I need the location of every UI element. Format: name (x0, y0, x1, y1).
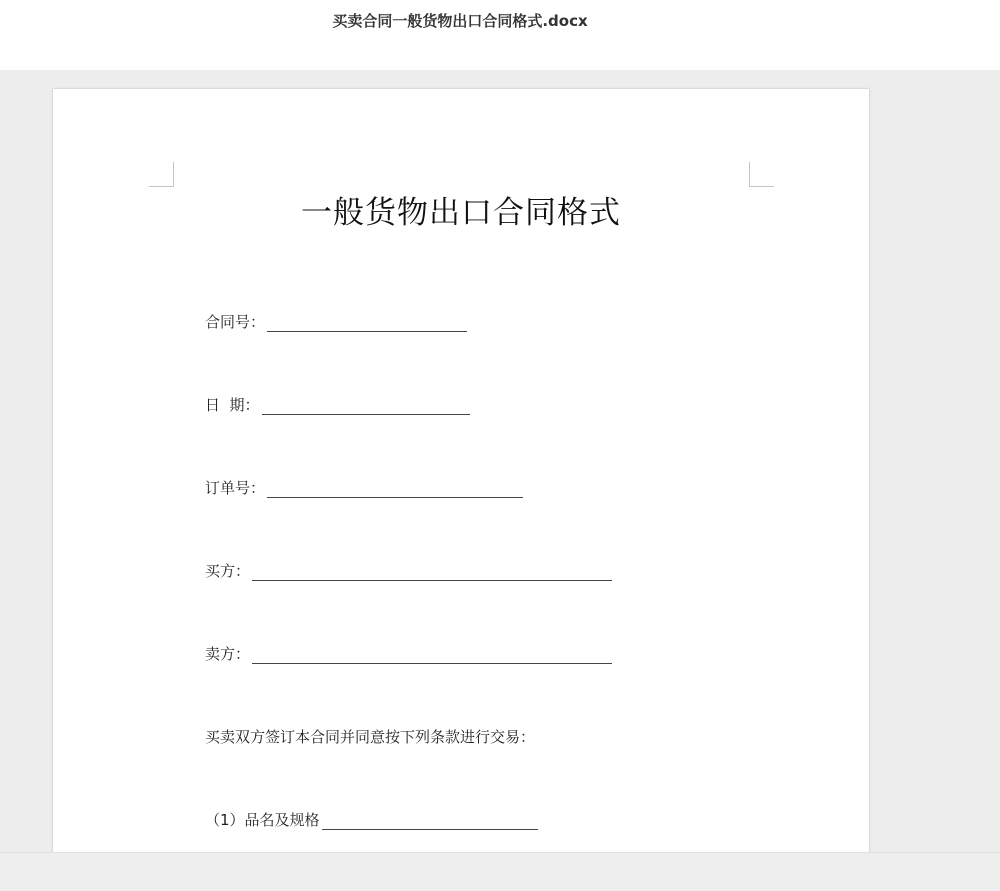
field-label: 卖方： (205, 645, 251, 663)
clause-label: （1）品名及规格 (205, 811, 320, 829)
clause-1 (205, 809, 538, 830)
seller-field (205, 643, 612, 664)
field-label: 买方： (205, 562, 251, 580)
blank-line (322, 813, 538, 830)
blank-line (267, 315, 467, 332)
field-label: 日 期： (205, 396, 260, 414)
document-viewer[interactable] (0, 70, 1000, 852)
margin-corner-top-left (149, 162, 174, 187)
field-label: 订单号： (205, 479, 266, 497)
document-heading: 一般货物出口合同格式 (301, 195, 621, 231)
blank-line (262, 398, 470, 415)
blank-line (267, 481, 523, 498)
contract-number-field (205, 311, 467, 332)
blank-line (252, 647, 612, 664)
status-bar (0, 852, 1000, 891)
date-field (205, 394, 470, 415)
document-filename: 买卖合同一般货物出口合同格式.docx (332, 12, 588, 30)
field-label: 合同号： (205, 313, 266, 331)
order-number-field (205, 477, 523, 498)
margin-corner-top-right (749, 162, 774, 187)
title-bar (0, 0, 1000, 70)
blank-line (252, 564, 612, 581)
intro-paragraph: 买卖双方签订本合同并同意按下列条款进行交易： (205, 728, 536, 746)
document-page (53, 89, 869, 889)
buyer-field (205, 560, 612, 581)
